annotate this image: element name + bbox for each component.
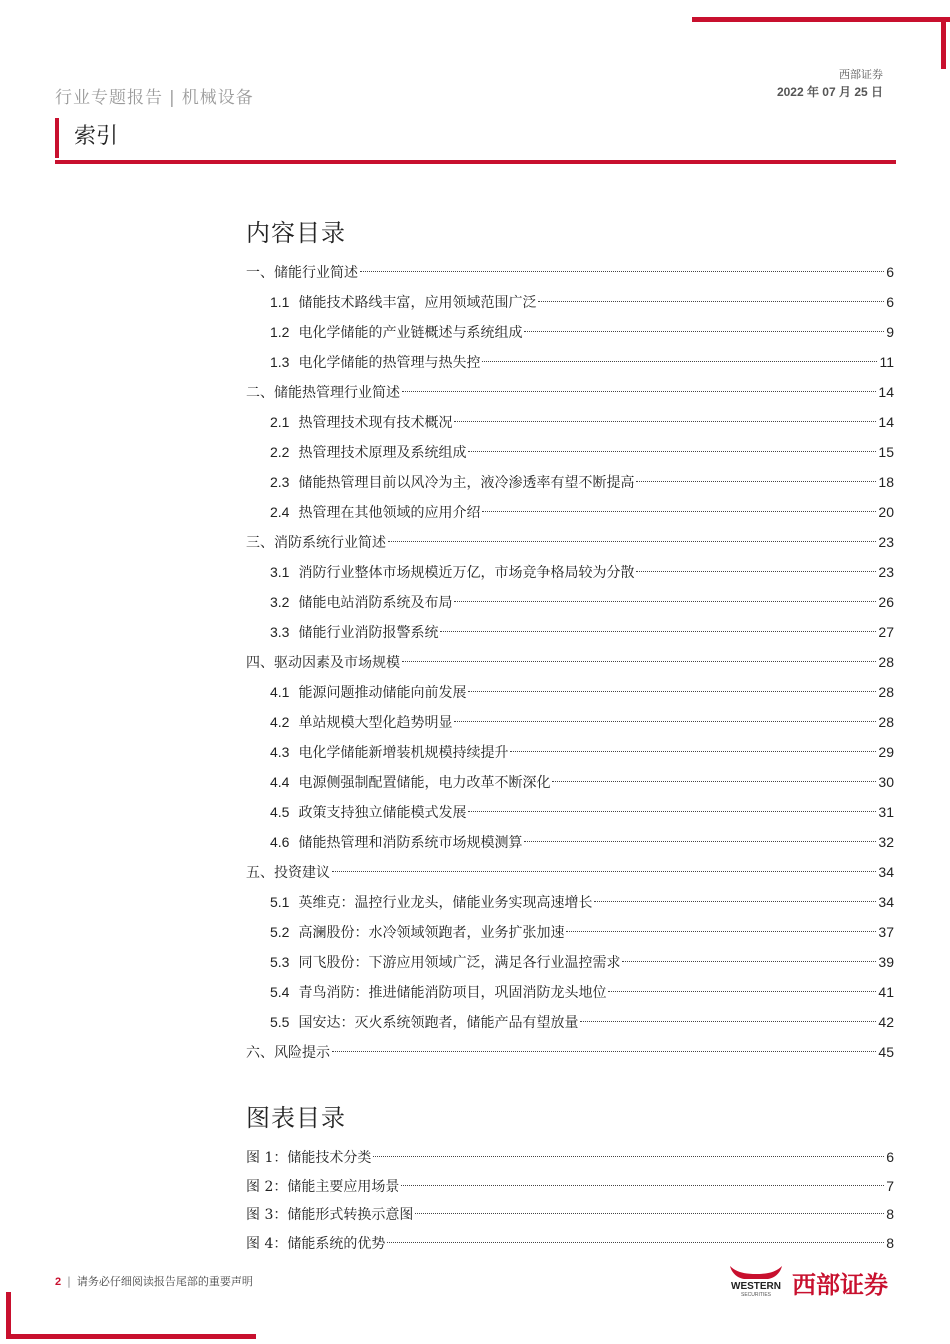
toc-subsection-entry[interactable] bbox=[246, 587, 894, 617]
toc-dot-leader bbox=[482, 361, 877, 362]
industry-label: 机械设备 bbox=[181, 88, 254, 108]
toc-entry-number: 4.6 bbox=[270, 834, 290, 850]
toc-entry-title: 高澜股份：水冷领域领跑者，业务扩张加速 bbox=[298, 925, 565, 941]
toc-subsection-entry[interactable] bbox=[246, 887, 894, 917]
toc-subsection-entry[interactable] bbox=[246, 437, 894, 467]
toc-entry-number: 4.5 bbox=[270, 804, 290, 820]
toc-entry-number: 3.1 bbox=[270, 564, 290, 580]
toc-dot-leader bbox=[566, 931, 876, 932]
toc-entry-number: 1.3 bbox=[270, 354, 290, 370]
toc-entry-title: 热管理技术原理及系统组成 bbox=[298, 445, 467, 461]
section-accent-bar bbox=[55, 118, 59, 158]
toc-subsection-entry[interactable] bbox=[246, 737, 894, 767]
toc-dot-leader bbox=[510, 751, 876, 752]
toc-entry-number: 4.4 bbox=[270, 774, 290, 790]
toc-entry-title: 电化学储能的热管理与热失控 bbox=[298, 355, 481, 371]
toc-entry-title: 二、储能热管理行业简述 bbox=[246, 385, 400, 401]
toc-entry-title: 电化学储能新增装机规模持续提升 bbox=[298, 745, 509, 761]
toc-entry-page: 42 bbox=[878, 1014, 894, 1030]
toc-dot-leader bbox=[594, 901, 876, 902]
toc-entry-page: 14 bbox=[878, 384, 894, 400]
toc-subsection-entry[interactable] bbox=[246, 467, 894, 497]
toc-dot-leader bbox=[622, 961, 876, 962]
toc-subsection-entry[interactable] bbox=[246, 347, 894, 377]
corner-decoration-top-right-vertical bbox=[941, 17, 946, 69]
toc-entry-title: 政策支持独立储能模式发展 bbox=[298, 805, 467, 821]
figures-list bbox=[246, 1143, 894, 1257]
toc-subsection-entry[interactable] bbox=[246, 677, 894, 707]
toc-entry-page: 30 bbox=[878, 774, 894, 790]
page-number: 2 bbox=[55, 1276, 62, 1288]
figures-heading: 图表目录 bbox=[246, 1104, 346, 1132]
section-divider bbox=[55, 160, 896, 164]
figure-list-entry[interactable] bbox=[246, 1200, 894, 1229]
toc-subsection-entry[interactable] bbox=[246, 947, 894, 977]
western-securities-logo bbox=[722, 1262, 897, 1298]
toc-entry-number: 3.3 bbox=[270, 624, 290, 640]
toc-dot-leader bbox=[468, 451, 876, 452]
toc-entry-title: 国安达：灭火系统领跑者，储能产品有望放量 bbox=[298, 1015, 579, 1031]
toc-entry-title: 储能热管理目前以风冷为主，液冷渗透率有望不断提高 bbox=[298, 475, 635, 491]
toc-dot-leader bbox=[332, 871, 876, 872]
toc-subsection-entry[interactable] bbox=[246, 797, 894, 827]
figure-entry-page: 6 bbox=[886, 1149, 894, 1165]
toc-subsection-entry[interactable] bbox=[246, 977, 894, 1007]
toc-entry-page: 39 bbox=[878, 954, 894, 970]
toc-chapter-entry[interactable] bbox=[246, 647, 894, 677]
toc-entry-page: 31 bbox=[878, 804, 894, 820]
toc-entry-number: 1.1 bbox=[270, 294, 290, 310]
toc-subsection-entry[interactable] bbox=[246, 617, 894, 647]
toc-entry-number: 4.2 bbox=[270, 714, 290, 730]
report-date: 2022 年 07 月 25 日 bbox=[776, 85, 883, 99]
contents-heading: 内容目录 bbox=[246, 219, 346, 247]
toc-dot-leader bbox=[454, 721, 876, 722]
toc-entry-title: 储能热管理和消防系统市场规模测算 bbox=[298, 835, 523, 851]
toc-chapter-entry[interactable] bbox=[246, 1037, 894, 1067]
toc-entry-number: 5.4 bbox=[270, 984, 290, 1000]
toc-entry-page: 28 bbox=[878, 654, 894, 670]
footer bbox=[55, 1273, 253, 1289]
figure-list-entry[interactable] bbox=[246, 1172, 894, 1201]
toc-entry-title: 储能技术路线丰富，应用领域范围广泛 bbox=[298, 295, 537, 311]
toc-chapter-entry[interactable] bbox=[246, 257, 894, 287]
toc-dot-leader bbox=[402, 661, 876, 662]
toc-dot-leader bbox=[524, 331, 884, 332]
toc-entry-title: 储能电站消防系统及布局 bbox=[298, 595, 453, 611]
toc-entry-page: 32 bbox=[878, 834, 894, 850]
toc-entry-page: 23 bbox=[878, 534, 894, 550]
toc-dot-leader bbox=[580, 1021, 876, 1022]
toc-entry-number: 2.2 bbox=[270, 444, 290, 460]
toc-entry-page: 15 bbox=[878, 444, 894, 460]
toc-entry-title: 同飞股份：下游应用领域广泛，满足各行业温控需求 bbox=[298, 955, 621, 971]
toc-entry-number: 5.2 bbox=[270, 924, 290, 940]
figure-entry-title: 图 2：储能主要应用场景 bbox=[246, 1178, 400, 1195]
toc-entry-page: 41 bbox=[878, 984, 894, 1000]
toc-subsection-entry[interactable] bbox=[246, 317, 894, 347]
toc-entry-number: 2.4 bbox=[270, 504, 290, 520]
toc-entry-number: 3.2 bbox=[270, 594, 290, 610]
footer-disclaimer: 请务必仔细阅读报告尾部的重要声明 bbox=[76, 1275, 253, 1288]
toc-chapter-entry[interactable] bbox=[246, 377, 894, 407]
corner-decoration-top-right-horizontal bbox=[692, 17, 950, 22]
toc-dot-leader bbox=[468, 811, 876, 812]
toc-entry-page: 6 bbox=[886, 264, 894, 280]
toc-entry-title: 热管理技术现有技术概况 bbox=[298, 415, 453, 431]
figure-dot-leader bbox=[373, 1156, 884, 1157]
toc-subsection-entry[interactable] bbox=[246, 407, 894, 437]
toc-entry-page: 28 bbox=[878, 714, 894, 730]
toc-entry-page: 34 bbox=[878, 864, 894, 880]
toc-entry-page: 37 bbox=[878, 924, 894, 940]
toc-dot-leader bbox=[360, 271, 884, 272]
brand-name-header: 西部证券 bbox=[839, 68, 883, 81]
toc-entry-number: 5.1 bbox=[270, 894, 290, 910]
toc-subsection-entry[interactable] bbox=[246, 767, 894, 797]
toc-subsection-entry[interactable] bbox=[246, 557, 894, 587]
toc-dot-leader bbox=[608, 991, 876, 992]
toc-entry-title: 四、驱动因素及市场规模 bbox=[246, 655, 400, 671]
toc-subsection-entry[interactable] bbox=[246, 1007, 894, 1037]
toc-entry-number: 4.3 bbox=[270, 744, 290, 760]
figure-entry-page: 8 bbox=[886, 1234, 894, 1251]
toc-entry-title: 一、储能行业简述 bbox=[246, 265, 358, 281]
toc-entry-title: 六、风险提示 bbox=[246, 1045, 330, 1061]
figure-dot-leader bbox=[387, 1242, 884, 1243]
toc-entry-number: 5.5 bbox=[270, 1014, 290, 1030]
toc-entry-title: 三、消防系统行业简述 bbox=[246, 535, 386, 551]
footer-separator: | bbox=[67, 1275, 71, 1288]
toc-entry-page: 28 bbox=[878, 684, 894, 700]
toc-dot-leader bbox=[454, 601, 876, 602]
toc-entry-title: 五、投资建议 bbox=[246, 865, 330, 881]
figure-list-entry[interactable] bbox=[246, 1143, 894, 1172]
figure-entry-page: 8 bbox=[886, 1206, 894, 1222]
toc-dot-leader bbox=[552, 781, 876, 782]
toc-dot-leader bbox=[482, 511, 876, 512]
figure-dot-leader bbox=[415, 1213, 884, 1214]
toc-entry-page: 9 bbox=[886, 324, 894, 340]
header-separator: | bbox=[169, 88, 176, 108]
toc-entry-page: 27 bbox=[878, 624, 894, 640]
toc-entry-title: 消防行业整体市场规模近万亿，市场竞争格局较为分散 bbox=[298, 565, 635, 581]
toc-chapter-entry[interactable] bbox=[246, 857, 894, 887]
toc-subsection-entry[interactable] bbox=[246, 497, 894, 527]
toc-entry-page: 45 bbox=[878, 1044, 894, 1060]
logo-text: 西部证券 bbox=[792, 1271, 888, 1299]
toc-subsection-entry[interactable] bbox=[246, 287, 894, 317]
toc-entry-number: 4.1 bbox=[270, 684, 290, 700]
toc-entry-number: 5.3 bbox=[270, 954, 290, 970]
figure-list-entry[interactable] bbox=[246, 1229, 894, 1258]
toc-entry-title: 电化学储能的产业链概述与系统组成 bbox=[298, 325, 523, 341]
toc-entry-title: 能源问题推动储能向前发展 bbox=[298, 685, 467, 701]
toc-entry-title: 热管理在其他领域的应用介绍 bbox=[298, 505, 481, 521]
toc-dot-leader bbox=[440, 631, 876, 632]
corner-decoration-bottom-left-horizontal bbox=[6, 1334, 256, 1339]
toc-entry-page: 18 bbox=[878, 474, 894, 490]
toc-dot-leader bbox=[636, 481, 876, 482]
toc-entry-title: 储能行业消防报警系统 bbox=[298, 625, 439, 641]
toc-entry-page: 29 bbox=[878, 744, 894, 760]
toc-entry-page: 26 bbox=[878, 594, 894, 610]
report-type-label: 行业专题报告 bbox=[55, 88, 163, 108]
toc-entry-page: 23 bbox=[878, 564, 894, 580]
toc-subsection-entry[interactable] bbox=[246, 917, 894, 947]
contents-list bbox=[246, 257, 894, 1067]
figure-dot-leader bbox=[401, 1185, 884, 1186]
figure-entry-title: 图 3：储能形式转换示意图 bbox=[246, 1207, 414, 1223]
toc-dot-leader bbox=[402, 391, 876, 392]
toc-dot-leader bbox=[524, 841, 876, 842]
toc-dot-leader bbox=[538, 301, 884, 302]
toc-entry-title: 青鸟消防：推进储能消防项目，巩固消防龙头地位 bbox=[298, 985, 607, 1001]
toc-entry-page: 20 bbox=[878, 504, 894, 520]
logo-mark-text: WESTERN bbox=[731, 1281, 781, 1292]
toc-entry-page: 34 bbox=[878, 894, 894, 910]
toc-entry-page: 11 bbox=[879, 354, 894, 370]
figure-entry-title: 图 4：储能系统的优势 bbox=[246, 1235, 386, 1252]
toc-chapter-entry[interactable] bbox=[246, 527, 894, 557]
toc-entry-page: 14 bbox=[878, 414, 894, 430]
toc-entry-number: 2.1 bbox=[270, 414, 290, 430]
toc-subsection-entry[interactable] bbox=[246, 827, 894, 857]
corner-decoration-bottom-left-vertical bbox=[6, 1292, 11, 1339]
toc-dot-leader bbox=[468, 691, 876, 692]
toc-entry-page: 6 bbox=[886, 294, 894, 310]
toc-entry-title: 英维克：温控行业龙头，储能业务实现高速增长 bbox=[298, 895, 593, 911]
toc-dot-leader bbox=[454, 421, 876, 422]
toc-dot-leader bbox=[636, 571, 876, 572]
logo-mark-subtext: SECURITIES bbox=[740, 1292, 772, 1298]
toc-dot-leader bbox=[332, 1051, 876, 1052]
figure-entry-page: 7 bbox=[886, 1177, 894, 1194]
toc-subsection-entry[interactable] bbox=[246, 707, 894, 737]
toc-dot-leader bbox=[388, 541, 876, 542]
toc-entry-title: 电源侧强制配置储能，电力改革不断深化 bbox=[298, 775, 551, 791]
toc-entry-number: 1.2 bbox=[270, 324, 290, 340]
toc-entry-title: 单站规模大型化趋势明显 bbox=[298, 715, 453, 731]
bull-logo-icon bbox=[722, 1262, 790, 1298]
report-type-header bbox=[55, 83, 254, 108]
toc-entry-number: 2.3 bbox=[270, 474, 290, 490]
section-title: 索引 bbox=[74, 124, 119, 149]
figure-entry-title: 图 1：储能技术分类 bbox=[246, 1150, 372, 1166]
